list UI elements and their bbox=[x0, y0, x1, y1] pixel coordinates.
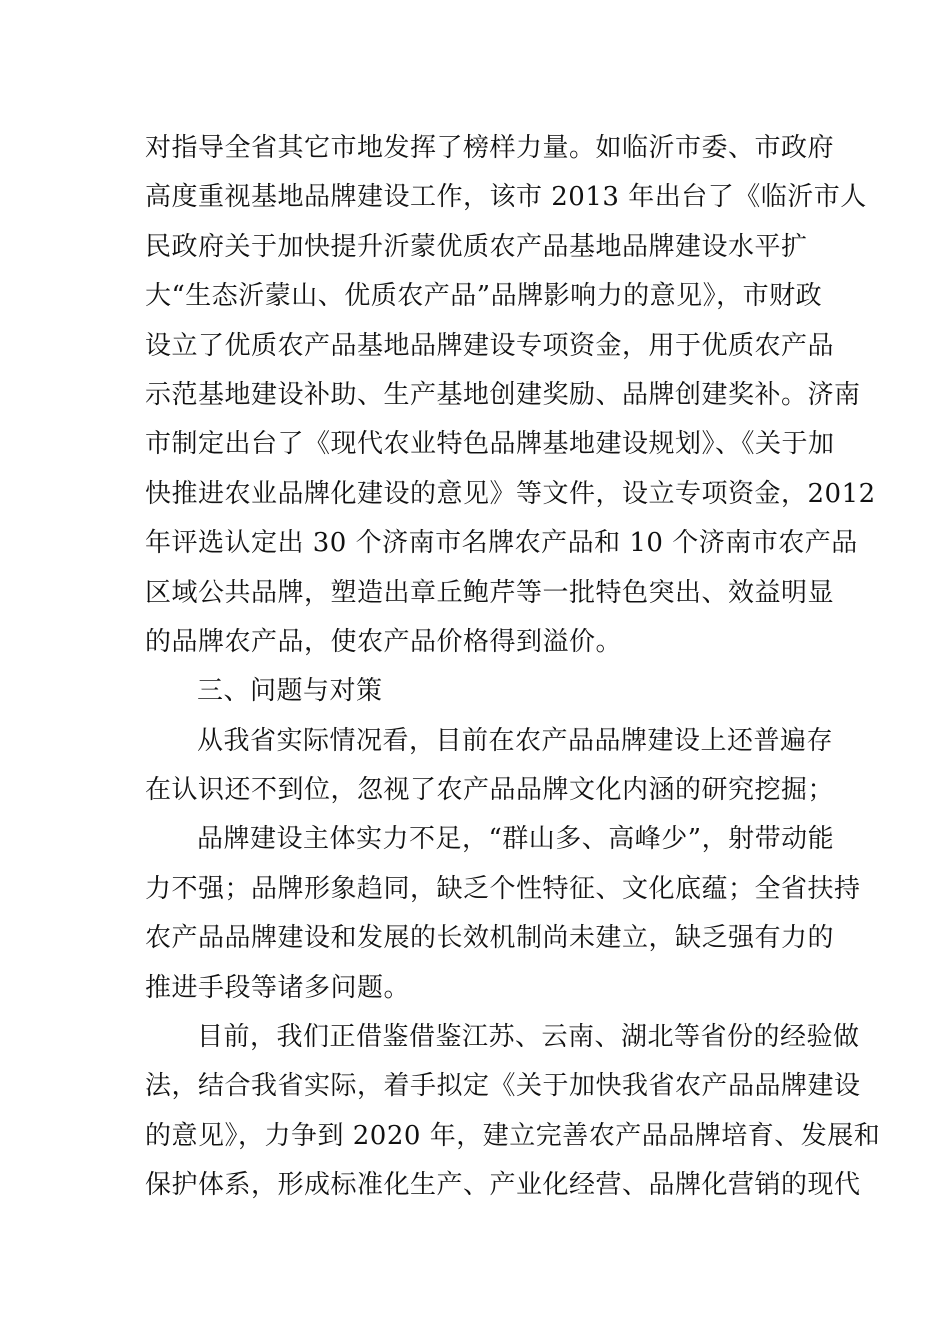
text-line: 农产品品牌建设和发展的长效机制尚未建立，缺乏强有力的 bbox=[145, 923, 835, 954]
text-line: 大“生态沂蒙山、优质农产品”品牌影响力的意见》，市财政 bbox=[145, 281, 823, 312]
text-line: 市制定出台了《现代农业特色品牌基地建设规划》、《关于加 bbox=[145, 429, 835, 460]
text-line: 民政府关于加快提升沂蒙优质农产品基地品牌建设水平扩 bbox=[145, 231, 808, 262]
text-line: 年评选认定出 30 个济南市名牌农产品和 10 个济南市农产品 bbox=[145, 528, 858, 559]
text-line: 示范基地建设补助、生产基地创建奖励、品牌创建奖补。济南 bbox=[145, 379, 861, 410]
text-line: 保护体系，形成标准化生产、产业化经营、品牌化营销的现代 bbox=[145, 1170, 861, 1201]
text-line: 从我省实际情况看，目前在农产品品牌建设上还普遍存 bbox=[197, 725, 834, 756]
paragraph-4 bbox=[145, 1013, 881, 1211]
text-line: 推进手段等诸多问题。 bbox=[145, 972, 411, 1003]
text-line: 在认识还不到位，忽视了农产品品牌文化内涵的研究挖掘； bbox=[145, 775, 835, 806]
text-line: 法，结合我省实际，着手拟定《关于加快我省农产品品牌建设 bbox=[145, 1071, 861, 1102]
document-body bbox=[145, 124, 881, 1211]
text-line: 对指导全省其它市地发挥了榜样力量。如临沂市委、市政府 bbox=[145, 133, 835, 163]
paragraph-3 bbox=[145, 815, 861, 1013]
text-line: 目前，我们正借鉴借鉴江苏、云南、湖北等省份的经验做 bbox=[197, 1022, 860, 1053]
text-line: 区域公共品牌，塑造出章丘鲍芹等一批特色突出、效益明显 bbox=[145, 577, 835, 608]
text-line: 设立了优质农产品基地品牌建设专项资金，用于优质农产品 bbox=[145, 330, 835, 361]
paragraph-2 bbox=[145, 717, 835, 816]
text-line: 的意见》，力争到 2020 年，建立完善农产品品牌培育、发展和 bbox=[145, 1120, 881, 1151]
text-line: 力不强；品牌形象趋同，缺乏个性特征、文化底蕴；全省扶持 bbox=[145, 873, 861, 904]
text-line: 快推进农业品牌化建设的意见》等文件，设立专项资金，2012 bbox=[145, 478, 876, 509]
text-line: 高度重视基地品牌建设工作，该市 2013 年出台了《临沂市人 bbox=[145, 182, 867, 213]
paragraph-1 bbox=[145, 124, 876, 667]
text-line: 的品牌农产品，使农产品价格得到溢价。 bbox=[145, 626, 623, 657]
section-heading: 三、问题与对策 bbox=[197, 676, 383, 707]
text-line: 品牌建设主体实力不足，“群山多、高峰少”，射带动能 bbox=[197, 824, 835, 855]
